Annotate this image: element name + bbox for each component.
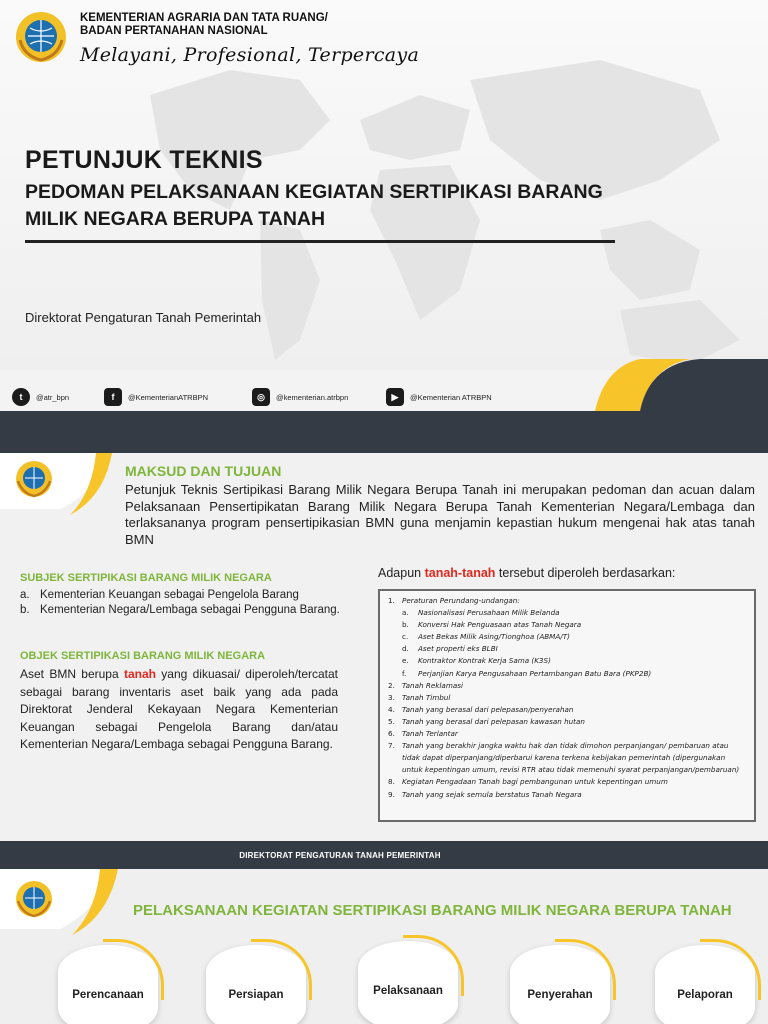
dark-band-top (0, 411, 768, 453)
adapun-intro (378, 566, 675, 580)
organization-name (80, 12, 380, 38)
basis-subitem (402, 643, 746, 655)
list-marker: b. (20, 604, 30, 616)
subtitle-line-2: MILIK NEGARA BERUPA TANAH (25, 208, 326, 230)
facebook-handle: @KementerianATRBPN (128, 392, 209, 402)
basis-text: Konversi Hak Penguasaan atas Tanah Negara (418, 620, 582, 630)
list-item (20, 603, 350, 618)
basis-item (388, 776, 746, 788)
stage-penyerahan (510, 945, 610, 1024)
youtube-handle: @Kementerian ATRBPN (410, 392, 492, 402)
basis-text: Peraturan Perundang-undangan: (402, 596, 520, 605)
basis-item (388, 704, 746, 716)
stage-pelaporan (655, 945, 755, 1024)
subtitle-line-1: PEDOMAN PELAKSANAAN KEGIATAN SERTIPIKASI BARANG (25, 181, 603, 203)
objek-highlight: tanah (123, 667, 156, 681)
basis-text: Aset properti eks BLBI (418, 644, 498, 654)
stage-label: Pelaksanaan (373, 985, 443, 997)
list-item (20, 588, 350, 603)
basis-item (388, 680, 746, 692)
basis-subitem (402, 668, 746, 680)
basis-number: f. (402, 668, 407, 678)
basis-number: 6. (388, 729, 395, 739)
basis-number: 7. (388, 741, 395, 751)
basis-text: Tanah Reklamasi (402, 680, 463, 690)
twitter-icon: t (12, 388, 30, 406)
atr-bpn-logo (14, 10, 68, 64)
document-title: PETUNJUK TEKNIS (25, 146, 263, 174)
basis-text: Tanah yang berakhir jangka waktu hak dan tidak dimohon perpanjangan/ pembaruan atau tidak dapat diperpanjang/diperbarui karena terkena kebijakan pemerintah (dipergunakan untuk kepentingan umum, revisi RTR atau tidak memenuhi syarat perpanjangan/pembaruan) (402, 741, 740, 775)
basis-text: Tanah yang sejak semula berstatus Tanah Negara (402, 789, 582, 799)
youtube-icon: ▶ (386, 388, 404, 406)
maksud-section (0, 453, 768, 841)
band-directorate-label: DIREKTORAT PENGATURAN TANAH PEMERINTAH (239, 851, 441, 860)
objek-heading: OBJEK SERTIPIKASI BARANG MILIK NEGARA (20, 650, 266, 662)
list-marker: a. (20, 589, 30, 601)
basis-number: 3. (388, 692, 395, 702)
basis-text: Aset Bekas Milik Asing/Tionghoa (ABMA/T) (418, 632, 570, 642)
basis-number: 8. (388, 777, 395, 787)
basis-text: Kontraktor Kontrak Kerja Sama (K3S) (418, 656, 551, 666)
basis-item (388, 692, 746, 704)
basis-item (388, 595, 746, 607)
stage-persiapan (206, 945, 306, 1024)
basis-text: Nasionalisasi Perusahaan Milik Belanda (418, 608, 560, 618)
objek-body (20, 666, 338, 754)
stage-label: Pelaporan (677, 989, 733, 1001)
maksud-body: Petunjuk Teknis Sertipikasi Barang Milik Negara Berupa Tanah ini merupakan pedoman dan acuan dalam Pelaksanaan Pensertipikatan Barang Milik Negara Berupa Tanah Kementerian Negara/Lembaga dan terlaksananya program pensertipikasian BMN guna menjamin kepastian hukum mengenai hak atas tanah BMN (125, 482, 755, 547)
instagram-handle: @kementerian.atrbpn (276, 392, 349, 402)
basis-text: Tanah yang berasal dari pelepasan/penyerahan (402, 704, 574, 714)
adapun-highlight: tanah-tanah (424, 566, 496, 580)
basis-number: c. (402, 632, 409, 642)
subjek-list (20, 588, 350, 618)
basis-subitem (402, 631, 746, 643)
adapun-post: tersebut diperoleh berdasarkan: (495, 566, 676, 580)
twitter-handle: @atr_bpn (36, 392, 70, 402)
basis-number: a. (402, 608, 409, 618)
cover-section (0, 0, 768, 370)
basis-item (388, 716, 746, 728)
basis-text: Kegiatan Pengadaan Tanah bagi pembangunan untuk kepentingan umum (402, 777, 668, 787)
basis-number: b. (402, 620, 409, 630)
list-text: Kementerian Negara/Lembaga sebagai Pengguna Barang. (40, 604, 340, 616)
basis-text: Tanah Terlantar (402, 729, 458, 739)
facebook-icon: f (104, 388, 122, 406)
objek-text-pre: Aset BMN berupa (20, 667, 124, 681)
tagline: Melayani, Profesional, Terpercaya (80, 44, 420, 66)
stage-perencanaan (58, 945, 158, 1024)
section-logo-panel (0, 453, 140, 553)
basis-sublist (388, 607, 746, 680)
legal-basis-box (378, 589, 756, 822)
social-instagram[interactable] (252, 386, 348, 408)
instagram-icon: ◎ (252, 388, 270, 406)
social-facebook[interactable] (104, 386, 208, 408)
org-line-1: KEMENTERIAN AGRARIA DAN TATA RUANG/ (80, 12, 328, 24)
stage-label: Persiapan (228, 989, 284, 1001)
subjek-heading: SUBJEK SERTIPIKASI BARANG MILIK NEGARA (20, 572, 272, 584)
title-divider (25, 240, 615, 243)
maksud-heading: MAKSUD DAN TUJUAN (125, 463, 282, 479)
basis-text: Tanah yang berasal dari pelepasan kawasan hutan (402, 716, 585, 726)
list-text: Kementerian Keuangan sebagai Pengelola Barang (40, 589, 299, 601)
basis-number: 1. (388, 596, 395, 605)
social-media-bar (0, 383, 768, 411)
org-line-2: BADAN PERTANAHAN NASIONAL (80, 25, 268, 37)
stage-label: Perencanaan (72, 989, 144, 1001)
basis-item (388, 728, 746, 740)
pelaksanaan-heading: PELAKSANAAN KEGIATAN SERTIPIKASI BARANG MILIK NEGARA BERUPA TANAH (133, 902, 732, 919)
basis-subitem (402, 607, 746, 619)
directorate-name: Direktorat Pengaturan Tanah Pemerintah (25, 310, 262, 325)
stage-label: Penyerahan (527, 989, 593, 1001)
basis-text: Tanah Timbul (402, 692, 451, 702)
basis-subitem (402, 655, 746, 667)
basis-number: 5. (388, 716, 395, 726)
basis-item (388, 789, 746, 801)
basis-number: 9. (388, 789, 395, 799)
document-subtitle (25, 179, 665, 233)
basis-number: 4. (388, 704, 395, 714)
basis-number: d. (402, 644, 409, 654)
basis-number: 2. (388, 680, 395, 690)
basis-number: e. (402, 656, 409, 666)
social-youtube[interactable] (386, 386, 492, 408)
basis-item (388, 740, 746, 776)
basis-subitem (402, 619, 746, 631)
social-twitter[interactable] (12, 386, 69, 408)
adapun-pre: Adapun (378, 566, 425, 580)
pelaksanaan-section (0, 869, 768, 1024)
basis-text: Perjanjian Karya Pengusahaan Pertambangan Batu Bara (PKP2B) (418, 668, 652, 678)
objek-text-post: yang dikuasai/ diperoleh/tercatat sebagai barang inventaris aset baik yang ada pada Direktorat Jenderal Kekayaan Negara Kementerian Keuangan sebagai Pengelola Barang dan/atau Kementerian Negara/Lembaga sebagai Pengguna Barang. (20, 667, 339, 752)
dark-band-bottom (0, 841, 768, 869)
stage-pelaksanaan (358, 941, 458, 1024)
